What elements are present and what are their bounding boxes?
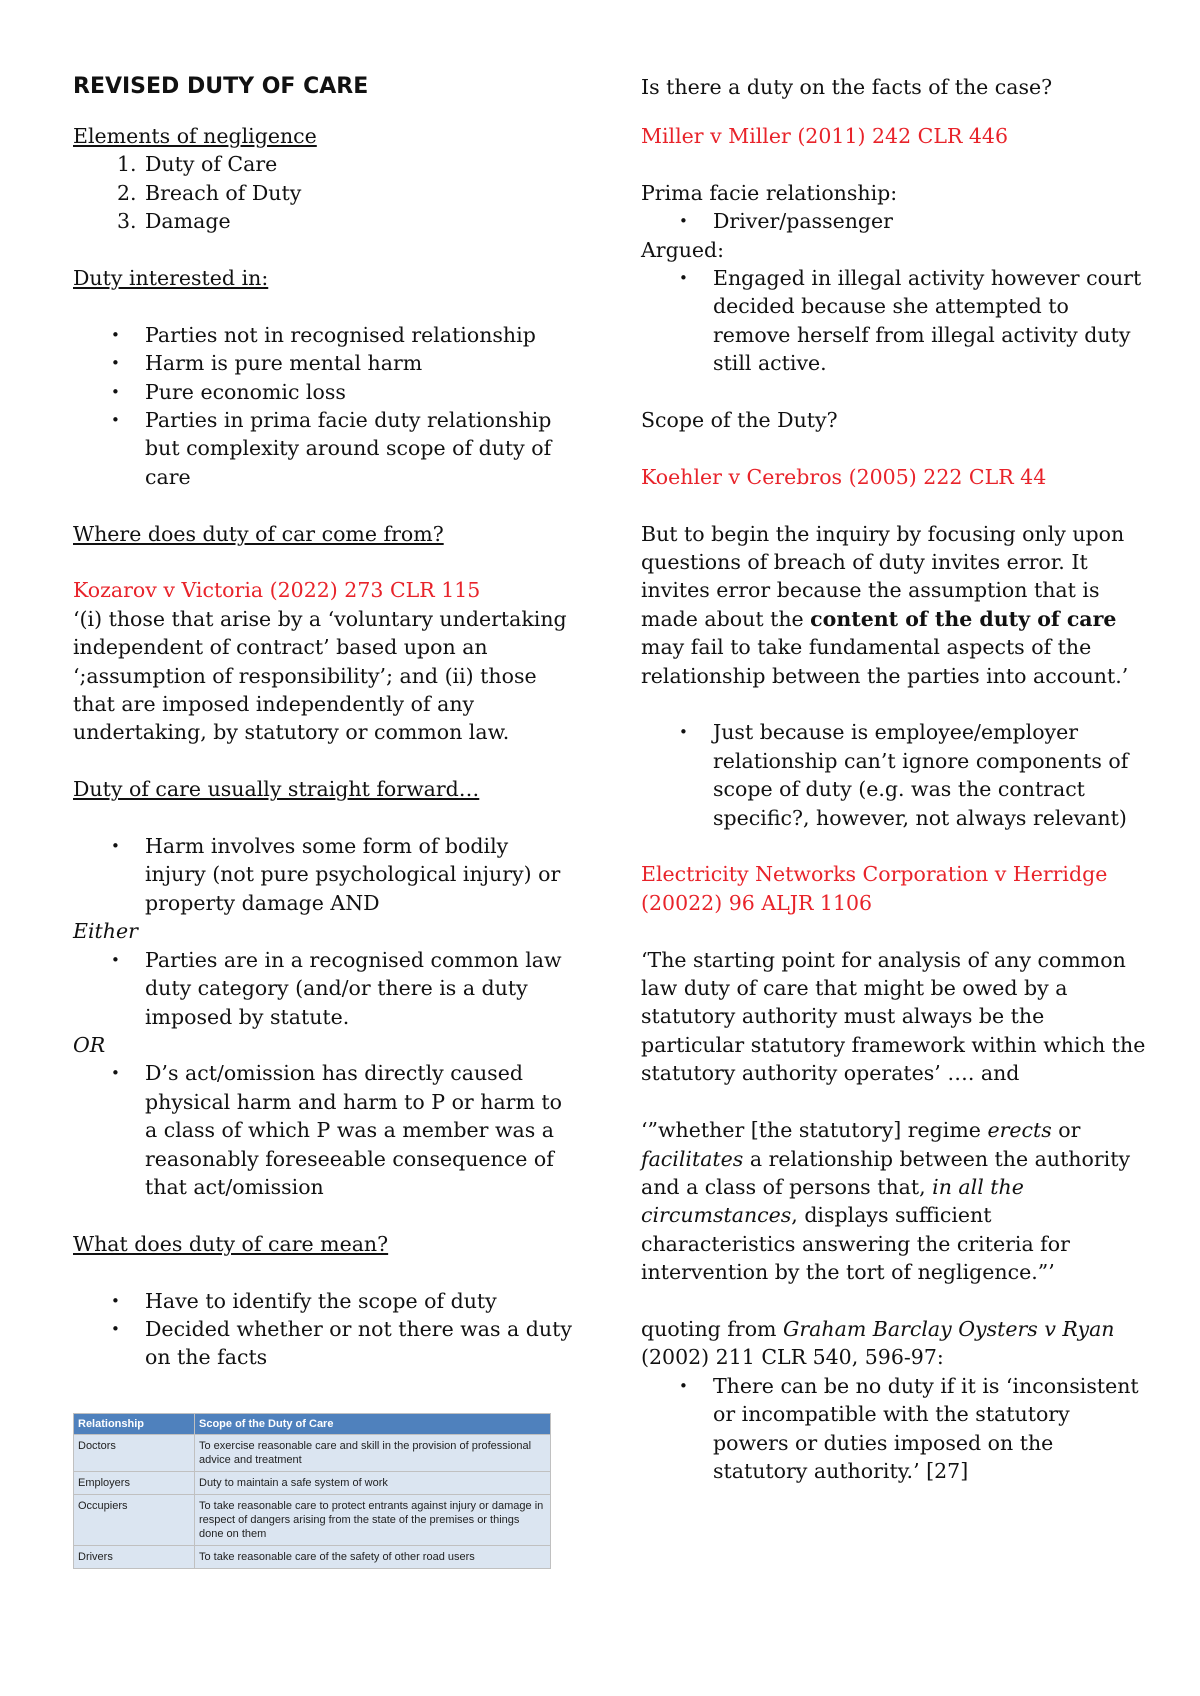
case-citation: Electricity Networks Corporation v Herridge (20022) 96 ALJR 1106 <box>641 862 1108 915</box>
table-row <box>74 1495 551 1546</box>
kozarov-quote: ‘(i) those that arise by a ‘voluntary undertaking independent of contract’ based upon an ‘;assumption of responsibility’; and (ii) those that are imposed independently of any undertaking, by statutory or common law. <box>73 606 567 745</box>
list-item: • Have to identify the scope of duty <box>111 1288 497 1313</box>
usually-list-3 <box>73 1059 573 1201</box>
list-item: • Driver/passenger <box>679 209 893 234</box>
table-row <box>74 1435 551 1472</box>
quoting-list <box>641 1372 1146 1486</box>
question-duty-facts: Is there a duty on the facts of the case? <box>641 75 1053 99</box>
list-item: • Parties are in a recognised common law duty category (and/or there is a duty imposed by statute. <box>111 947 562 1029</box>
argued-label: Argued: <box>641 237 725 262</box>
list-item: 1. Duty of Care <box>117 152 278 177</box>
prima-list <box>641 207 1146 235</box>
list-item: • Decided whether or not there was a duty on the facts <box>111 1316 572 1370</box>
left-column <box>73 70 573 1372</box>
koehler-quote: But to begin the inquiry by focusing only upon questions of breach of duty invites error. It invites error because the assumption that is made about the content of the duty of care may fail to take fundamental aspects of the relationship between the parties into account.’ <box>641 521 1129 688</box>
duty-table-figure <box>73 1413 551 1569</box>
table-cell: To take reasonable care to protect entrants against injury or damage in respect of dangers arising from the state of the premises or things done on them <box>195 1495 551 1546</box>
where-heading: Where does duty of car come from? <box>73 521 444 546</box>
usually-list-2 <box>73 946 573 1031</box>
scope-question: Scope of the Duty? <box>641 408 838 433</box>
list-item: • Parties in prima facie duty relationship but complexity around scope of duty of care <box>111 408 552 489</box>
list-item: 3. Damage <box>117 209 231 234</box>
list-item: • Harm is pure mental harm <box>111 351 423 376</box>
table-header-row <box>74 1414 551 1435</box>
list-item: • Pure economic loss <box>111 379 346 404</box>
or-label: OR <box>73 1032 106 1057</box>
elements-list <box>73 150 573 235</box>
duty-scope-table <box>73 1413 551 1569</box>
usually-list-1 <box>73 832 573 917</box>
case-citation: Miller v Miller (2011) 242 CLR 446 <box>641 124 1009 148</box>
argued-list <box>641 264 1146 378</box>
list-item: • Parties not in recognised relationship <box>111 322 536 347</box>
list-item: • D’s act/omission has directly caused physical harm and harm to P or harm to a class of which P was a member was a reasonably foreseeable consequence of that act/omission <box>111 1061 563 1199</box>
list-item: • Harm involves some form of bodily injury (not pure psychological injury) or property damage AND <box>111 834 561 915</box>
list-item: • There can be no duty if it is ‘inconsistent or incompatible with the statutory powers or duties imposed on the statutory authority.’ [27] <box>679 1373 1139 1483</box>
case-citation: Koehler v Cerebros (2005) 222 CLR 44 <box>641 464 1047 489</box>
koehler-list <box>641 718 1146 832</box>
table-header: Scope of the Duty of Care <box>195 1414 551 1435</box>
quoting-line: quoting from Graham Barclay Oysters v Ryan (2002) 211 CLR 540, 596-97: <box>641 1316 1115 1370</box>
mean-heading: What does duty of care mean? <box>73 1231 389 1256</box>
duty-heading: Duty interested in: <box>73 266 269 291</box>
table-cell: Duty to maintain a safe system of work <box>195 1472 551 1495</box>
duty-list <box>73 321 573 491</box>
enc-quote-2: ‘”whether [the statutory] regime erects or facilitates a relationship between the authority and a class of persons that, in all the circumstances, displays sufficient characteristics answering the criteria for intervention by the tort of negligence.”’ <box>641 1118 1131 1285</box>
either-label: Either <box>73 919 138 944</box>
table-row <box>74 1546 551 1569</box>
table-cell: To take reasonable care of the safety of other road users <box>195 1546 551 1569</box>
mean-list <box>73 1287 573 1372</box>
right-column <box>641 70 1146 1485</box>
prima-label: Prima facie relationship: <box>641 180 898 205</box>
usually-heading: Duty of care usually straight forward… <box>73 777 480 802</box>
table-cell: Employers <box>74 1472 195 1495</box>
table-header: Relationship <box>74 1414 195 1435</box>
document-title: REVISED DUTY OF CARE <box>73 74 369 99</box>
table-cell: Doctors <box>74 1435 195 1472</box>
table-row <box>74 1472 551 1495</box>
table-cell: Drivers <box>74 1546 195 1569</box>
elements-heading: Elements of negligence <box>73 124 317 148</box>
enc-quote-1: ‘The starting point for analysis of any common law duty of care that might be owed by a statutory authority must always be the particular statutory framework within which the statutory authority operates’ …. and <box>641 947 1146 1086</box>
table-cell: Occupiers <box>74 1495 195 1546</box>
table-cell: To exercise reasonable care and skill in the provision of professional advice and treatment <box>195 1435 551 1472</box>
case-citation: Kozarov v Victoria (2022) 273 CLR 115 <box>73 578 481 603</box>
list-item: • Just because is employee/employer relationship can’t ignore components of scope of duty (e.g. was the contract specific?, however, not always relevant) <box>679 720 1129 830</box>
list-item: 2. Breach of Duty <box>117 180 302 205</box>
list-item: • Engaged in illegal activity however court decided because she attempted to remove herself from illegal activity duty still active. <box>679 266 1142 376</box>
